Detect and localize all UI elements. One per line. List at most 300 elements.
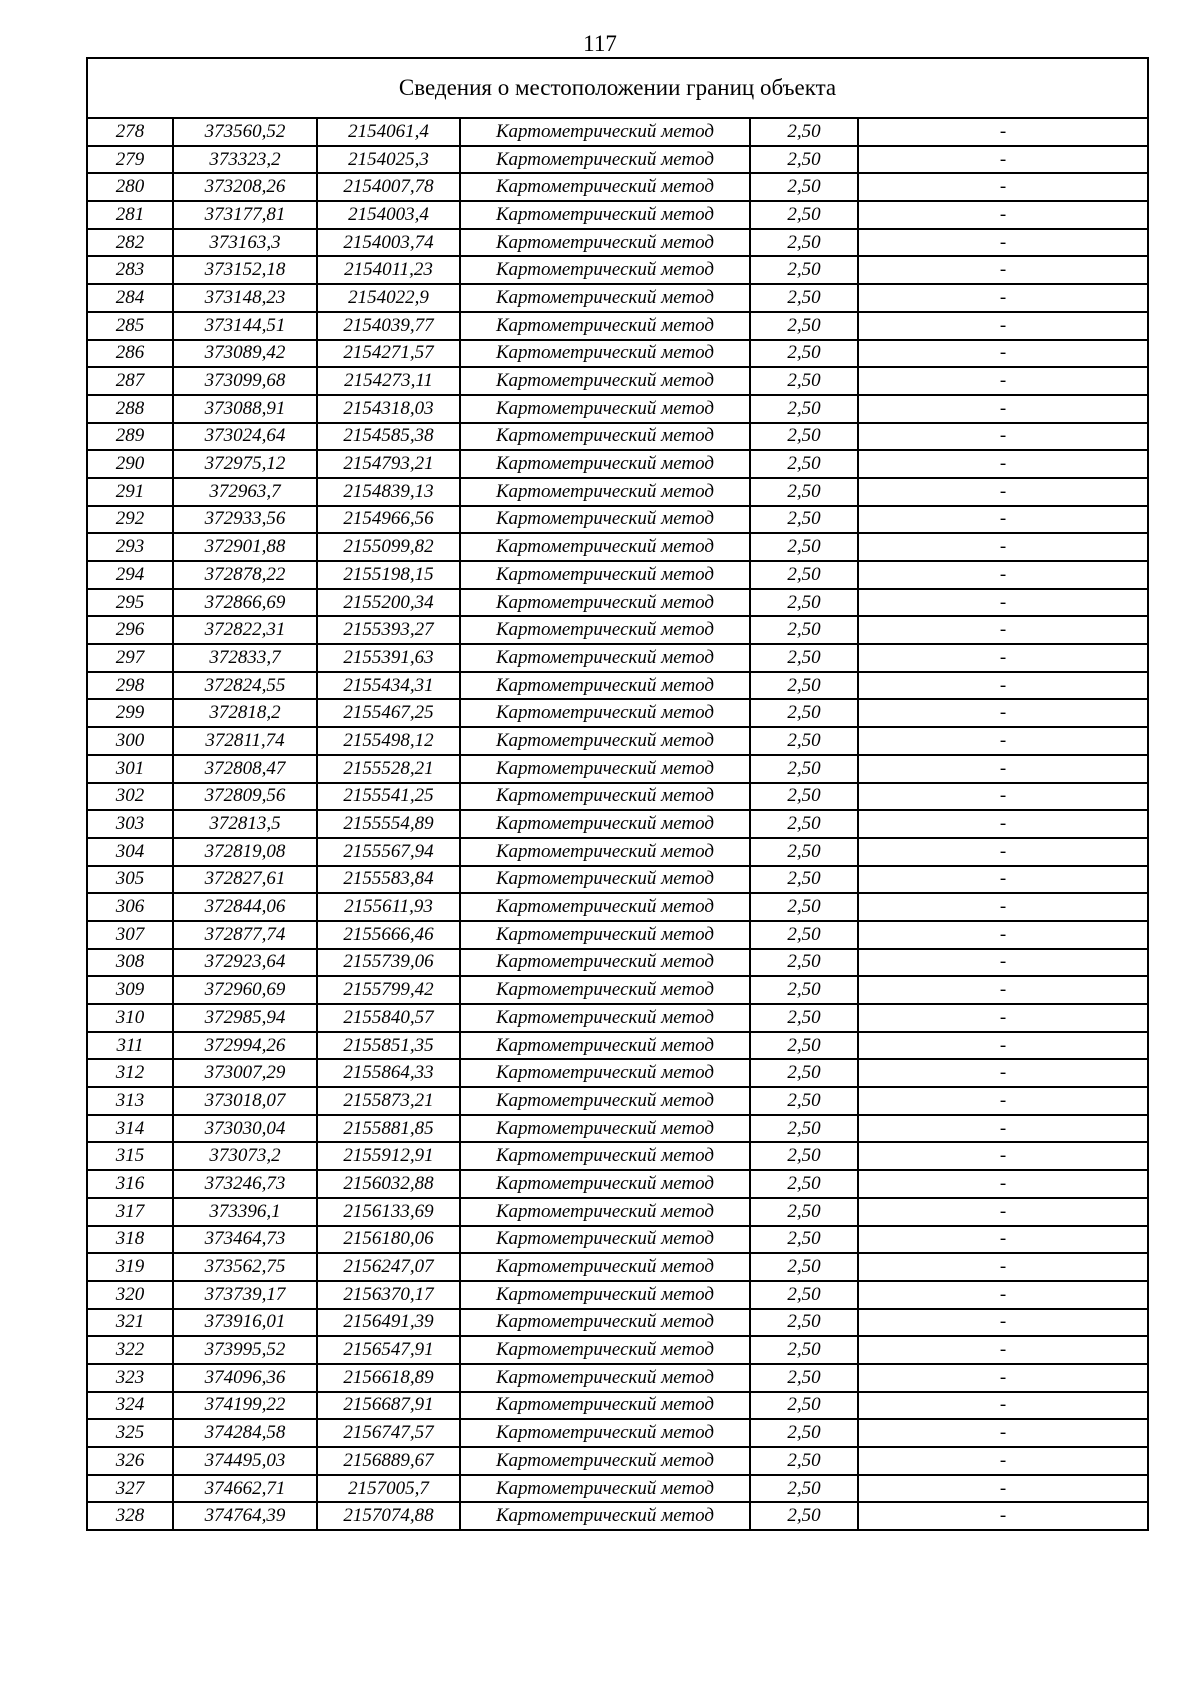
- point-number-cell: 289: [88, 423, 173, 451]
- accuracy-cell: 2,50: [750, 561, 858, 589]
- y-coordinate-cell: 2155864,33: [317, 1059, 460, 1087]
- y-coordinate-cell: 2156889,67: [317, 1447, 460, 1475]
- accuracy-cell: 2,50: [750, 367, 858, 395]
- point-number-cell: 290: [88, 450, 173, 478]
- x-coordinate-cell: 373024,64: [173, 423, 317, 451]
- point-number-cell: 282: [88, 229, 173, 257]
- x-coordinate-cell: 372877,74: [173, 921, 317, 949]
- point-number-cell: 302: [88, 783, 173, 811]
- description-cell: -: [858, 893, 1147, 921]
- y-coordinate-cell: 2154003,4: [317, 201, 460, 229]
- x-coordinate-cell: 373144,51: [173, 312, 317, 340]
- point-number-cell: 309: [88, 976, 173, 1004]
- description-cell: -: [858, 506, 1147, 534]
- y-coordinate-cell: 2155467,25: [317, 699, 460, 727]
- y-coordinate-cell: 2155528,21: [317, 755, 460, 783]
- point-number-cell: 311: [88, 1032, 173, 1060]
- accuracy-cell: 2,50: [750, 1198, 858, 1226]
- method-cell: Картометрический метод: [460, 1226, 750, 1254]
- description-cell: -: [858, 1170, 1147, 1198]
- accuracy-cell: 2,50: [750, 672, 858, 700]
- x-coordinate-cell: 373073,2: [173, 1142, 317, 1170]
- point-number-cell: 305: [88, 866, 173, 894]
- description-cell: -: [858, 1142, 1147, 1170]
- table-row: [88, 256, 1147, 284]
- table-row: [88, 284, 1147, 312]
- table-row: [88, 1502, 1147, 1529]
- table-row: [88, 1475, 1147, 1503]
- accuracy-cell: 2,50: [750, 1170, 858, 1198]
- table-row: [88, 949, 1147, 977]
- point-number-cell: 303: [88, 810, 173, 838]
- table-row: [88, 699, 1147, 727]
- point-number-cell: 325: [88, 1419, 173, 1447]
- point-number-cell: 281: [88, 201, 173, 229]
- description-cell: -: [858, 395, 1147, 423]
- point-number-cell: 279: [88, 146, 173, 174]
- x-coordinate-cell: 373007,29: [173, 1059, 317, 1087]
- method-cell: Картометрический метод: [460, 1087, 750, 1115]
- accuracy-cell: 2,50: [750, 478, 858, 506]
- description-cell: -: [858, 1198, 1147, 1226]
- y-coordinate-cell: 2156370,17: [317, 1281, 460, 1309]
- y-coordinate-cell: 2156133,69: [317, 1198, 460, 1226]
- method-cell: Картометрический метод: [460, 1419, 750, 1447]
- accuracy-cell: 2,50: [750, 1364, 858, 1392]
- method-cell: Картометрический метод: [460, 1253, 750, 1281]
- table-row: [88, 367, 1147, 395]
- point-number-cell: 319: [88, 1253, 173, 1281]
- accuracy-cell: 2,50: [750, 1004, 858, 1032]
- y-coordinate-cell: 2157005,7: [317, 1475, 460, 1503]
- accuracy-cell: 2,50: [750, 616, 858, 644]
- description-cell: -: [858, 1226, 1147, 1254]
- x-coordinate-cell: 373163,3: [173, 229, 317, 257]
- description-cell: -: [858, 949, 1147, 977]
- y-coordinate-cell: 2155912,91: [317, 1142, 460, 1170]
- y-coordinate-cell: 2155881,85: [317, 1115, 460, 1143]
- description-cell: -: [858, 478, 1147, 506]
- method-cell: Картометрический метод: [460, 783, 750, 811]
- method-cell: Картометрический метод: [460, 727, 750, 755]
- table-row: [88, 561, 1147, 589]
- method-cell: Картометрический метод: [460, 644, 750, 672]
- accuracy-cell: 2,50: [750, 1226, 858, 1254]
- table-row: [88, 1309, 1147, 1337]
- y-coordinate-cell: 2154061,4: [317, 119, 460, 146]
- method-cell: Картометрический метод: [460, 423, 750, 451]
- point-number-cell: 316: [88, 1170, 173, 1198]
- table-row: [88, 1032, 1147, 1060]
- y-coordinate-cell: 2154585,38: [317, 423, 460, 451]
- x-coordinate-cell: 373562,75: [173, 1253, 317, 1281]
- description-cell: -: [858, 1419, 1147, 1447]
- point-number-cell: 328: [88, 1502, 173, 1529]
- table-row: [88, 672, 1147, 700]
- y-coordinate-cell: 2155099,82: [317, 533, 460, 561]
- y-coordinate-cell: 2155567,94: [317, 838, 460, 866]
- description-cell: -: [858, 1364, 1147, 1392]
- description-cell: -: [858, 146, 1147, 174]
- accuracy-cell: 2,50: [750, 1336, 858, 1364]
- y-coordinate-cell: 2155799,42: [317, 976, 460, 1004]
- x-coordinate-cell: 373089,42: [173, 340, 317, 368]
- table-row: [88, 1142, 1147, 1170]
- description-cell: -: [858, 284, 1147, 312]
- table-row: [88, 755, 1147, 783]
- table-row: [88, 810, 1147, 838]
- description-cell: -: [858, 561, 1147, 589]
- x-coordinate-cell: 374096,36: [173, 1364, 317, 1392]
- table-row: [88, 866, 1147, 894]
- y-coordinate-cell: 2154793,21: [317, 450, 460, 478]
- accuracy-cell: 2,50: [750, 1392, 858, 1420]
- method-cell: Картометрический метод: [460, 284, 750, 312]
- table-row: [88, 838, 1147, 866]
- y-coordinate-cell: 2155840,57: [317, 1004, 460, 1032]
- method-cell: Картометрический метод: [460, 866, 750, 894]
- x-coordinate-cell: 373152,18: [173, 256, 317, 284]
- point-number-cell: 320: [88, 1281, 173, 1309]
- description-cell: -: [858, 1059, 1147, 1087]
- x-coordinate-cell: 372985,94: [173, 1004, 317, 1032]
- description-cell: -: [858, 367, 1147, 395]
- table-row: [88, 644, 1147, 672]
- accuracy-cell: 2,50: [750, 1419, 858, 1447]
- description-cell: -: [858, 256, 1147, 284]
- point-number-cell: 323: [88, 1364, 173, 1392]
- method-cell: Картометрический метод: [460, 1281, 750, 1309]
- y-coordinate-cell: 2156547,91: [317, 1336, 460, 1364]
- point-number-cell: 315: [88, 1142, 173, 1170]
- description-cell: -: [858, 119, 1147, 146]
- x-coordinate-cell: 372813,5: [173, 810, 317, 838]
- y-coordinate-cell: 2156180,06: [317, 1226, 460, 1254]
- accuracy-cell: 2,50: [750, 921, 858, 949]
- point-number-cell: 308: [88, 949, 173, 977]
- x-coordinate-cell: 372923,64: [173, 949, 317, 977]
- description-cell: -: [858, 450, 1147, 478]
- method-cell: Картометрический метод: [460, 1364, 750, 1392]
- table-row: [88, 1447, 1147, 1475]
- point-number-cell: 283: [88, 256, 173, 284]
- table-row: [88, 146, 1147, 174]
- y-coordinate-cell: 2155666,46: [317, 921, 460, 949]
- point-number-cell: 304: [88, 838, 173, 866]
- table-row: [88, 783, 1147, 811]
- y-coordinate-cell: 2155391,63: [317, 644, 460, 672]
- point-number-cell: 296: [88, 616, 173, 644]
- accuracy-cell: 2,50: [750, 1032, 858, 1060]
- method-cell: Картометрический метод: [460, 119, 750, 146]
- point-number-cell: 278: [88, 119, 173, 146]
- description-cell: -: [858, 783, 1147, 811]
- point-number-cell: 317: [88, 1198, 173, 1226]
- y-coordinate-cell: 2155583,84: [317, 866, 460, 894]
- method-cell: Картометрический метод: [460, 478, 750, 506]
- x-coordinate-cell: 373177,81: [173, 201, 317, 229]
- method-cell: Картометрический метод: [460, 976, 750, 1004]
- table-row: [88, 173, 1147, 201]
- point-number-cell: 297: [88, 644, 173, 672]
- method-cell: Картометрический метод: [460, 340, 750, 368]
- description-cell: -: [858, 1087, 1147, 1115]
- method-cell: Картометрический метод: [460, 949, 750, 977]
- point-number-cell: 286: [88, 340, 173, 368]
- table-row: [88, 1336, 1147, 1364]
- boundary-table-sheet: [86, 57, 1149, 1531]
- description-cell: -: [858, 229, 1147, 257]
- table-row: [88, 450, 1147, 478]
- x-coordinate-cell: 374495,03: [173, 1447, 317, 1475]
- accuracy-cell: 2,50: [750, 312, 858, 340]
- method-cell: Картометрический метод: [460, 201, 750, 229]
- point-number-cell: 300: [88, 727, 173, 755]
- x-coordinate-cell: 373208,26: [173, 173, 317, 201]
- table-row: [88, 1059, 1147, 1087]
- table-row: [88, 1364, 1147, 1392]
- accuracy-cell: 2,50: [750, 450, 858, 478]
- method-cell: Картометрический метод: [460, 810, 750, 838]
- y-coordinate-cell: 2155851,35: [317, 1032, 460, 1060]
- description-cell: -: [858, 838, 1147, 866]
- accuracy-cell: 2,50: [750, 395, 858, 423]
- y-coordinate-cell: 2156247,07: [317, 1253, 460, 1281]
- method-cell: Картометрический метод: [460, 506, 750, 534]
- point-number-cell: 326: [88, 1447, 173, 1475]
- x-coordinate-cell: 373739,17: [173, 1281, 317, 1309]
- x-coordinate-cell: 373088,91: [173, 395, 317, 423]
- description-cell: -: [858, 644, 1147, 672]
- table-row: [88, 1419, 1147, 1447]
- point-number-cell: 306: [88, 893, 173, 921]
- description-cell: -: [858, 1004, 1147, 1032]
- accuracy-cell: 2,50: [750, 284, 858, 312]
- y-coordinate-cell: 2157074,88: [317, 1502, 460, 1529]
- point-number-cell: 313: [88, 1087, 173, 1115]
- method-cell: Картометрический метод: [460, 589, 750, 617]
- y-coordinate-cell: 2154039,77: [317, 312, 460, 340]
- table-row: [88, 1115, 1147, 1143]
- accuracy-cell: 2,50: [750, 727, 858, 755]
- y-coordinate-cell: 2154025,3: [317, 146, 460, 174]
- table-row: [88, 533, 1147, 561]
- point-number-cell: 280: [88, 173, 173, 201]
- accuracy-cell: 2,50: [750, 755, 858, 783]
- table-row: [88, 1392, 1147, 1420]
- x-coordinate-cell: 374764,39: [173, 1502, 317, 1529]
- description-cell: -: [858, 1115, 1147, 1143]
- description-cell: -: [858, 1447, 1147, 1475]
- description-cell: -: [858, 1475, 1147, 1503]
- table-row: [88, 589, 1147, 617]
- point-number-cell: 314: [88, 1115, 173, 1143]
- y-coordinate-cell: 2154271,57: [317, 340, 460, 368]
- method-cell: Картометрический метод: [460, 1475, 750, 1503]
- table-row: [88, 616, 1147, 644]
- description-cell: -: [999, 1505, 1007, 1527]
- x-coordinate-cell: 373030,04: [173, 1115, 317, 1143]
- y-coordinate-cell: 2154839,13: [317, 478, 460, 506]
- method-cell: Картометрический метод: [460, 1198, 750, 1226]
- method-cell: Картометрический метод: [460, 921, 750, 949]
- point-number-cell: 293: [88, 533, 173, 561]
- table-row: [88, 506, 1147, 534]
- point-number-cell: 312: [88, 1059, 173, 1087]
- description-cell: -: [858, 810, 1147, 838]
- point-number-cell: 287: [88, 367, 173, 395]
- accuracy-cell: 2,50: [750, 838, 858, 866]
- method-cell: Картометрический метод: [460, 1004, 750, 1032]
- method-cell: Картометрический метод: [460, 533, 750, 561]
- x-coordinate-cell: 372818,2: [173, 699, 317, 727]
- x-coordinate-cell: 373246,73: [173, 1170, 317, 1198]
- point-number-cell: 322: [88, 1336, 173, 1364]
- point-number-cell: 324: [88, 1392, 173, 1420]
- y-coordinate-cell: 2156687,91: [317, 1392, 460, 1420]
- point-number-cell: 307: [88, 921, 173, 949]
- accuracy-cell: 2,50: [750, 229, 858, 257]
- method-cell: Картометрический метод: [460, 146, 750, 174]
- y-coordinate-cell: 2154318,03: [317, 395, 460, 423]
- accuracy-cell: 2,50: [750, 1447, 858, 1475]
- x-coordinate-cell: 372811,74: [173, 727, 317, 755]
- accuracy-cell: 2,50: [750, 119, 858, 146]
- description-cell: -: [858, 201, 1147, 229]
- accuracy-cell: 2,50: [750, 423, 858, 451]
- y-coordinate-cell: 2154966,56: [317, 506, 460, 534]
- accuracy-cell: 2,50: [750, 146, 858, 174]
- table-row: [88, 1281, 1147, 1309]
- x-coordinate-cell: 373323,2: [173, 146, 317, 174]
- y-coordinate-cell: 2155873,21: [317, 1087, 460, 1115]
- x-coordinate-cell: 372975,12: [173, 450, 317, 478]
- coordinates-table: [88, 119, 1147, 1529]
- accuracy-cell: 2,50: [750, 256, 858, 284]
- method-cell: Картометрический метод: [460, 367, 750, 395]
- table-row: [88, 893, 1147, 921]
- accuracy-cell: 2,50: [750, 1281, 858, 1309]
- y-coordinate-cell: 2154011,23: [317, 256, 460, 284]
- accuracy-cell: 2,50: [750, 1115, 858, 1143]
- point-number-cell: 301: [88, 755, 173, 783]
- table-row: [88, 478, 1147, 506]
- y-coordinate-cell: 2154007,78: [317, 173, 460, 201]
- x-coordinate-cell: 372878,22: [173, 561, 317, 589]
- point-number-cell: 292: [88, 506, 173, 534]
- accuracy-cell: 2,50: [750, 340, 858, 368]
- accuracy-cell: 2,50: [750, 893, 858, 921]
- description-cell: -: [858, 616, 1147, 644]
- accuracy-cell: 2,50: [750, 866, 858, 894]
- method-cell: Картометрический метод: [460, 1142, 750, 1170]
- y-coordinate-cell: 2155498,12: [317, 727, 460, 755]
- method-cell: Картометрический метод: [460, 173, 750, 201]
- x-coordinate-cell: 372809,56: [173, 783, 317, 811]
- method-cell: Картометрический метод: [460, 1336, 750, 1364]
- accuracy-cell: 2,50: [750, 783, 858, 811]
- accuracy-cell: 2,50: [750, 949, 858, 977]
- accuracy-cell: 2,50: [750, 173, 858, 201]
- method-cell: Картометрический метод: [460, 616, 750, 644]
- accuracy-cell: 2,50: [750, 1475, 858, 1503]
- accuracy-cell: 2,50: [750, 1309, 858, 1337]
- table-row: [88, 1253, 1147, 1281]
- description-cell: -: [858, 1309, 1147, 1337]
- method-cell: Картометрический метод: [460, 755, 750, 783]
- method-cell: Картометрический метод: [460, 1447, 750, 1475]
- method-cell: Картометрический метод: [460, 699, 750, 727]
- coordinates-table-body: [88, 119, 1147, 1529]
- method-cell: Картометрический метод: [460, 450, 750, 478]
- method-cell: Картометрический метод: [460, 1502, 750, 1529]
- table-row: [88, 395, 1147, 423]
- y-coordinate-cell: 2156747,57: [317, 1419, 460, 1447]
- table-row: [88, 312, 1147, 340]
- point-number-cell: 310: [88, 1004, 173, 1032]
- accuracy-cell: 2,50: [750, 201, 858, 229]
- table-row: [88, 727, 1147, 755]
- table-row: [88, 1226, 1147, 1254]
- description-cell: -: [858, 312, 1147, 340]
- method-cell: Картометрический метод: [460, 561, 750, 589]
- method-cell: Картометрический метод: [460, 893, 750, 921]
- x-coordinate-cell: 372963,7: [173, 478, 317, 506]
- x-coordinate-cell: 373099,68: [173, 367, 317, 395]
- point-number-cell: 285: [88, 312, 173, 340]
- y-coordinate-cell: 2156491,39: [317, 1309, 460, 1337]
- y-coordinate-cell: 2155200,34: [317, 589, 460, 617]
- point-number-cell: 284: [88, 284, 173, 312]
- method-cell: Картометрический метод: [460, 1059, 750, 1087]
- x-coordinate-cell: 372844,06: [173, 893, 317, 921]
- description-cell: -: [858, 727, 1147, 755]
- table-row: [88, 423, 1147, 451]
- accuracy-cell: 2,50: [750, 810, 858, 838]
- point-number-cell: 321: [88, 1309, 173, 1337]
- description-cell: -: [858, 699, 1147, 727]
- y-coordinate-cell: 2155198,15: [317, 561, 460, 589]
- x-coordinate-cell: 372866,69: [173, 589, 317, 617]
- description-cell: -: [858, 173, 1147, 201]
- description-cell: -: [858, 672, 1147, 700]
- table-row: [88, 119, 1147, 146]
- description-cell: -: [858, 1281, 1147, 1309]
- point-number-cell: 299: [88, 699, 173, 727]
- x-coordinate-cell: 372824,55: [173, 672, 317, 700]
- accuracy-cell: 2,50: [750, 506, 858, 534]
- method-cell: Картометрический метод: [460, 1392, 750, 1420]
- y-coordinate-cell: 2154003,74: [317, 229, 460, 257]
- method-cell: Картометрический метод: [460, 312, 750, 340]
- y-coordinate-cell: 2155554,89: [317, 810, 460, 838]
- table-row: [88, 1170, 1147, 1198]
- x-coordinate-cell: 372933,56: [173, 506, 317, 534]
- description-cell: -: [858, 976, 1147, 1004]
- accuracy-cell: 2,50: [750, 644, 858, 672]
- point-number-cell: 294: [88, 561, 173, 589]
- y-coordinate-cell: 2156032,88: [317, 1170, 460, 1198]
- description-cell: -: [858, 1253, 1147, 1281]
- accuracy-cell: 2,50: [750, 533, 858, 561]
- accuracy-cell: 2,50: [750, 1142, 858, 1170]
- table-row: [88, 1004, 1147, 1032]
- method-cell: Картометрический метод: [460, 1170, 750, 1198]
- point-number-cell: 291: [88, 478, 173, 506]
- accuracy-cell: 2,50: [750, 976, 858, 1004]
- table-row: [88, 1087, 1147, 1115]
- description-cell: -: [858, 921, 1147, 949]
